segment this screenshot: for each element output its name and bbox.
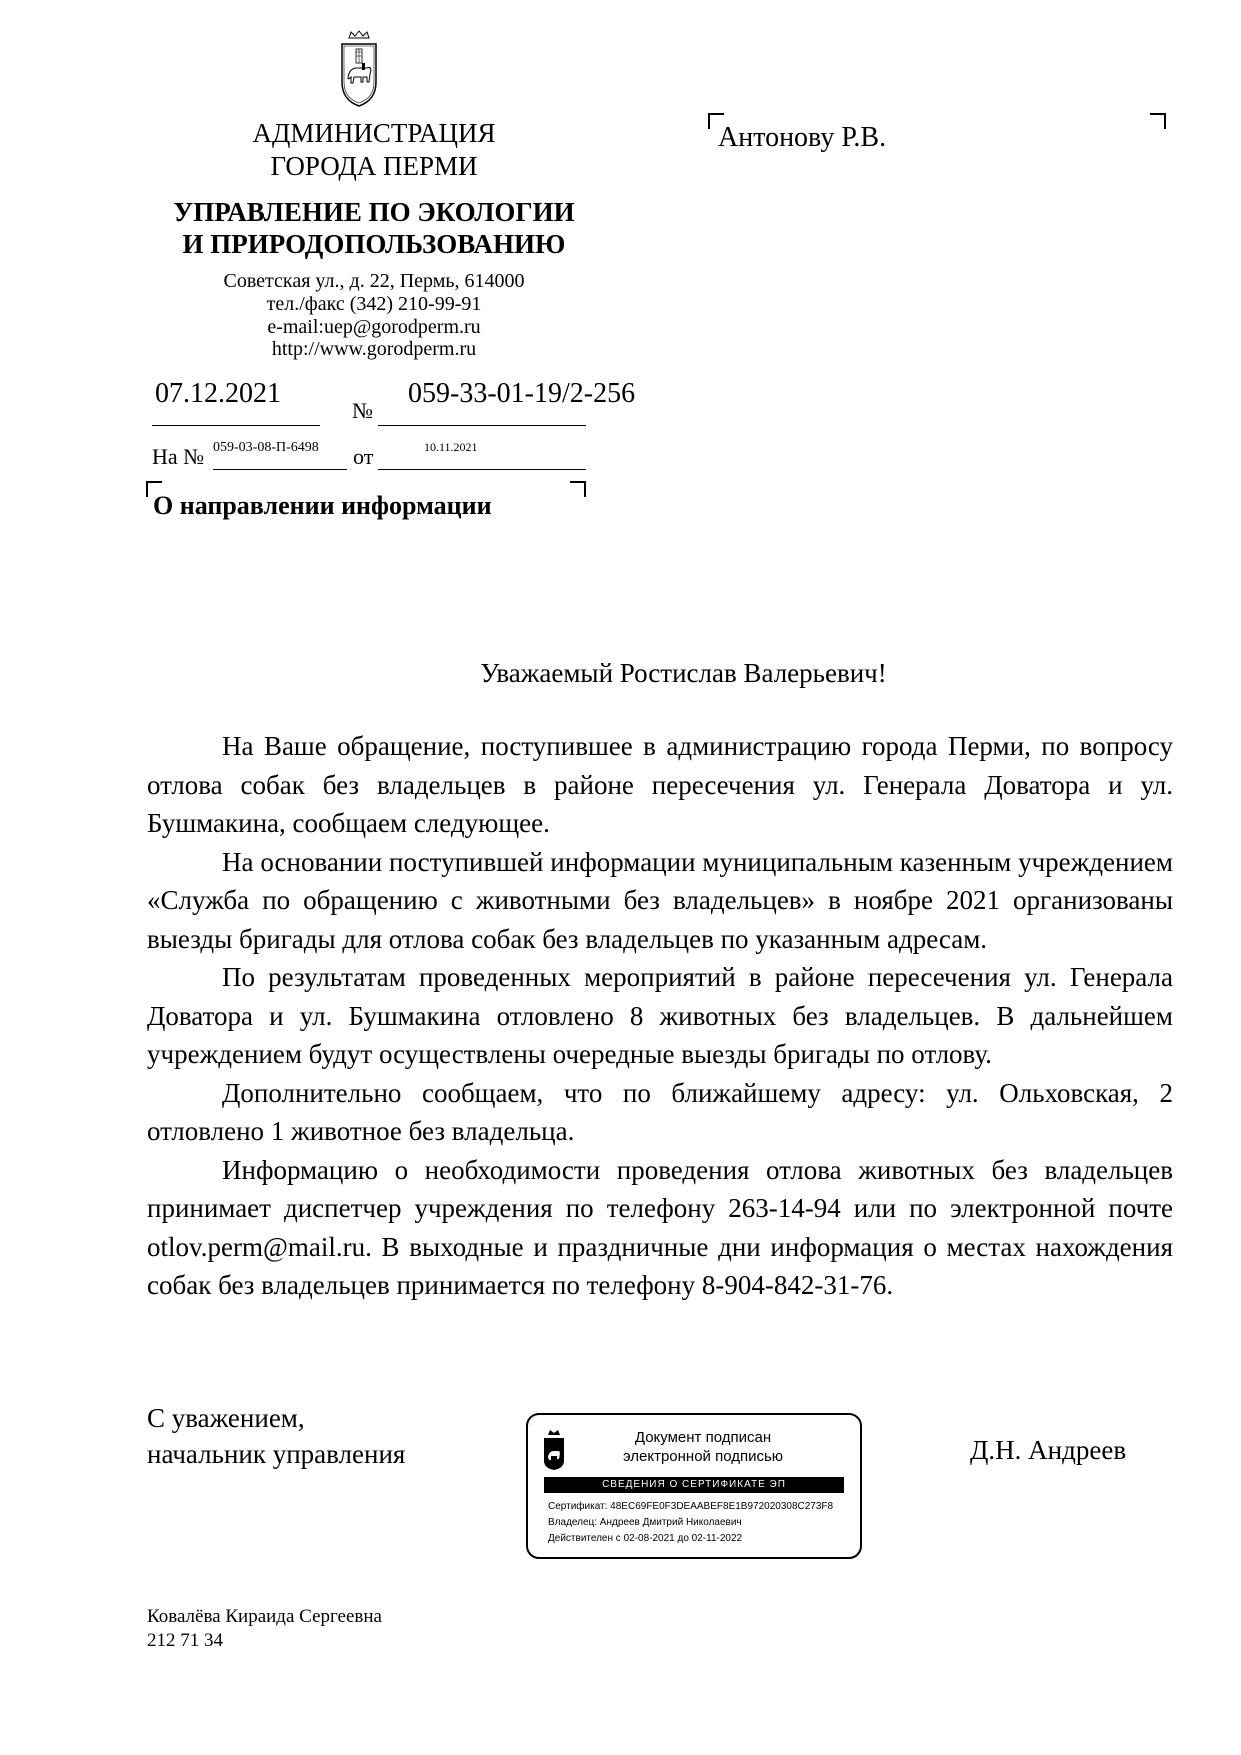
reference-number-underline [213,469,347,470]
reference-date-underline [378,469,586,470]
body-paragraph-5: Информацию о необходимости проведения отлова животных без владельцев принимает диспетчер учреждения по телефону 263-14-94 или по электронной почте otlov.perm@mail.ru. В выходные и праздничные дни информация о местах нахождения собак без владельцев принимается по телефону 8-904-842-31-76. [147,1154,1173,1300]
body-paragraph-1: На Ваше обращение, поступившее в администрацию города Перми, по вопросу отлова собак без владельцев в районе пересечения ул. Генерала Доватора и ул. Бушмакина, сообщаем следующее. [147,731,1173,838]
reference-from-label: от [353,444,374,469]
executor-phone: 212 71 34 [147,1630,223,1651]
letterhead-website: http://www.gorodperm.ru [271,338,477,360]
letter-body [147,727,1173,1305]
body-paragraph-2: На основании поступившей информации муниципальным казенным учреждением «Служба по обращению с животными без владельцев» в ноябре 2021 организованы выезды бригады для отлова собак без владельцев по указанным адресам. [147,846,1173,954]
perm-coat-of-arms-icon [339,30,379,108]
closing-line1: С уважением, [147,1403,305,1433]
letterhead-address: Советская ул., д. 22, Пермь, 614000 [223,270,525,292]
subject-corner-right [570,481,586,497]
letter-subject: О направлении информации [153,491,492,520]
executor-name: Ковалёва Кираида Сергеевна [147,1606,382,1627]
reference-date: 10.11.2021 [424,440,478,454]
addressee: Антонову Р.В. [718,122,887,153]
stamp-owner: Владелец: Андреев Дмитрий Николаевич [548,1517,742,1528]
addressee-corner-right [1150,113,1166,129]
body-paragraph-4: Дополнительно сообщаем, что по ближайшему адресу: ул. Ольховская, 2 отловлено 1 животное без владельца. [147,1077,1173,1146]
reference-number: 059-03-08-П-6498 [213,440,319,455]
registration-number: 059-33-01-19/2-256 [408,378,636,409]
organization-name-line1: АДМИНИСТРАЦИЯ [252,118,496,148]
letterhead-email: e-mail:uep@gorodperm.ru [267,316,481,338]
signer-name: Д.Н. Андреев [970,1435,1127,1465]
stamp-validity: Действителен с 02-08-2021 до 02-11-2022 [548,1533,743,1544]
reference-label: На № [152,444,205,469]
body-paragraph-3: По результатам проведенных мероприятий в районе пересечения ул. Генерала Доватора и ул. Бушмакина отловлено 8 животных без владельцев. В дальнейшем учреждением будут осуществлены очередные выезды бригады по отлову. [147,962,1173,1069]
salutation: Уважаемый Ростислав Валерьевич! [480,658,887,688]
registration-date: 07.12.2021 [155,378,281,409]
organization-name-line2: ГОРОДА ПЕРМИ [270,151,478,181]
perm-region-emblem-icon [542,1429,566,1471]
e-signature-stamp [526,1413,862,1559]
department-name-line1: УПРАВЛЕНИЕ ПО ЭКОЛОГИИ [173,197,575,227]
stamp-certificate-header: СВЕДЕНИЯ О СЕРТИФИКАТЕ ЭП [544,1477,844,1493]
letterhead-phone: тел./факс (342) 210-99-91 [266,293,482,315]
stamp-certificate: Сертификат: 48EC69FE0F3DEAABEF8E1B972020308C273F8 [548,1501,834,1512]
department-name-line2: И ПРИРОДОПОЛЬЗОВАНИЮ [182,229,566,259]
registration-number-underline [378,425,586,426]
stamp-title-line1: Документ подписан [634,1429,772,1446]
registration-date-underline [152,425,320,426]
closing-line2: начальник управления [147,1439,406,1469]
stamp-title-line2: электронной подписью [622,1448,784,1465]
registration-number-sign: № [352,398,373,423]
